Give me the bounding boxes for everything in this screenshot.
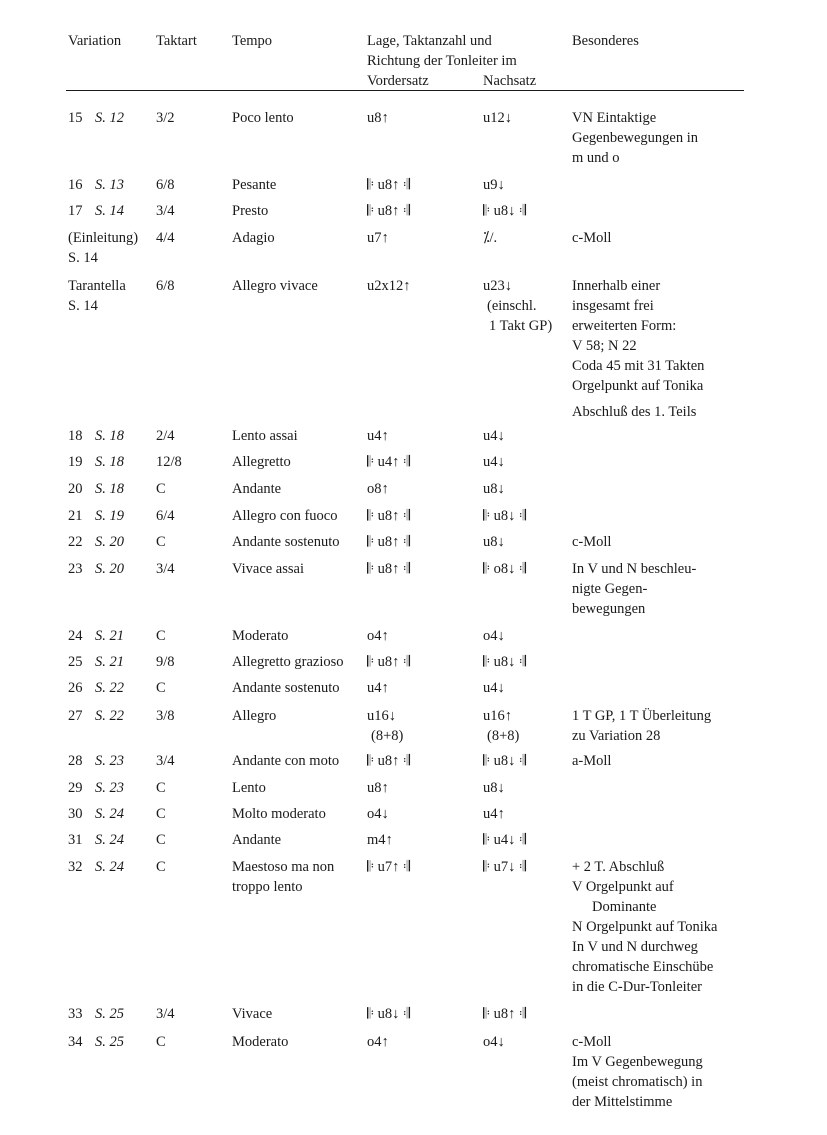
besonderes-line: + 2 T. Abschluß <box>572 859 665 875</box>
variation-number: 18 <box>68 428 83 444</box>
tempo-cell <box>232 479 281 499</box>
besonderes-line: V Orgelpunkt auf <box>572 879 674 895</box>
tempo-line: Maestoso ma non <box>232 859 335 875</box>
page-reference: S. 22 <box>95 708 124 724</box>
besonderes-line: a-Moll <box>572 753 612 769</box>
vordersatz-cell <box>367 652 410 672</box>
vordersatz-cell <box>367 479 389 499</box>
taktart-cell: 3/4 <box>156 1006 175 1022</box>
page-reference: S. 18 <box>95 428 124 444</box>
besonderes-line: c-Moll <box>572 1034 612 1050</box>
taktart-cell: 3/4 <box>156 561 175 577</box>
variation-cell <box>68 678 124 698</box>
variation-label-line: Tarantella <box>68 278 126 294</box>
taktart-cell: C <box>156 806 166 822</box>
tempo-cell <box>232 559 304 579</box>
vordersatz-cell <box>367 559 410 579</box>
besonderes-cell <box>572 857 717 997</box>
besonderes-line: Dominante <box>592 899 657 915</box>
tempo-cell <box>232 175 276 195</box>
tempo-cell <box>232 652 344 672</box>
besonderes-line: In V und N beschleu- <box>572 561 697 577</box>
variation-cell <box>68 228 138 268</box>
tempo-line: Andante sostenuto <box>232 680 340 696</box>
vordersatz-line: 𝄆 u8↓ 𝄇 <box>367 1006 411 1022</box>
vordersatz-line: 𝄆 u8↑ 𝄇 <box>367 534 411 550</box>
variation-cell <box>68 778 124 798</box>
page-reference: S. 18 <box>95 481 124 497</box>
nachsatz-line: 𝄆 o8↓ 𝄇 <box>483 561 527 577</box>
page-reference: S. 12 <box>95 110 124 126</box>
variation-cell <box>68 1032 124 1052</box>
nachsatz-cell <box>483 804 505 824</box>
variation-number: 23 <box>68 561 83 577</box>
nachsatz-line: 𝄆 u4↓ 𝄇 <box>483 832 527 848</box>
besonderes-line: V 58; N 22 <box>572 338 637 354</box>
tempo-cell <box>232 532 340 552</box>
vordersatz-cell <box>367 276 411 296</box>
tempo-line: Molto moderato <box>232 806 326 822</box>
taktart-cell: 4/4 <box>156 230 175 246</box>
besonderes-line: insgesamt frei <box>572 298 654 314</box>
nachsatz-cell <box>483 751 526 771</box>
nachsatz-line: 𝄆 u8↓ 𝄇 <box>483 508 527 524</box>
nachsatz-cell <box>483 678 505 698</box>
vordersatz-cell <box>367 751 410 771</box>
variation-number: 24 <box>68 628 83 644</box>
vordersatz-line: 𝄆 u8↑ 𝄇 <box>367 508 411 524</box>
vordersatz-line: u2x12↑ <box>367 278 411 294</box>
variation-number: 20 <box>68 481 83 497</box>
besonderes-line: m und o <box>572 150 620 166</box>
tempo-line: Pesante <box>232 177 277 193</box>
tempo-cell <box>232 778 266 798</box>
nachsatz-cell <box>483 652 526 672</box>
vordersatz-line: o8↑ <box>367 481 389 497</box>
tempo-line: Allegro <box>232 708 277 724</box>
tempo-cell <box>232 857 334 897</box>
vordersatz-cell <box>367 1004 410 1024</box>
nachsatz-line: ⁒/. <box>483 230 498 246</box>
tempo-cell <box>232 706 276 726</box>
header-taktart: Taktart <box>156 33 197 49</box>
page-reference: S. 13 <box>95 177 124 193</box>
tempo-line: Vivace <box>232 1006 273 1022</box>
variation-number: 19 <box>68 454 83 470</box>
tempo-line: Allegretto <box>232 454 291 470</box>
variation-cell <box>68 108 124 128</box>
nachsatz-cell <box>483 175 505 195</box>
tempo-line: Moderato <box>232 628 289 644</box>
variation-number: 16 <box>68 177 83 193</box>
vordersatz-line: 𝄆 u8↑ 𝄇 <box>367 654 411 670</box>
taktart-cell: C <box>156 1034 166 1050</box>
tempo-line: Lento assai <box>232 428 298 444</box>
variation-number: 26 <box>68 680 83 696</box>
besonderes-line: zu Variation 28 <box>572 728 661 744</box>
variation-number: 17 <box>68 203 83 219</box>
taktart-cell: 12/8 <box>156 454 182 470</box>
tempo-line: troppo lento <box>232 879 303 895</box>
nachsatz-line: u4↓ <box>483 680 505 696</box>
nachsatz-line: u4↓ <box>483 454 505 470</box>
nachsatz-cell <box>483 506 526 526</box>
page-reference: S. 24 <box>95 806 124 822</box>
nachsatz-line: u8↓ <box>483 780 505 796</box>
taktart-cell: C <box>156 859 166 875</box>
taktart-cell: C <box>156 481 166 497</box>
variation-number: 28 <box>68 753 83 769</box>
page-reference: S. 25 <box>95 1034 124 1050</box>
taktart-cell: 3/4 <box>156 203 175 219</box>
tempo-cell <box>232 276 318 296</box>
variation-number: 25 <box>68 654 83 670</box>
besonderes-line: Abschluß des 1. Teils <box>572 404 697 420</box>
tempo-cell <box>232 108 294 128</box>
besonderes-line: der Mittelstimme <box>572 1094 673 1110</box>
besonderes-line: Coda 45 mit 31 Takten <box>572 358 705 374</box>
variation-cell <box>68 201 124 221</box>
nachsatz-cell <box>483 426 505 446</box>
tempo-line: Andante <box>232 832 282 848</box>
nachsatz-line: u9↓ <box>483 177 505 193</box>
variation-label-line: S. 14 <box>68 298 98 314</box>
tempo-cell <box>232 1032 288 1052</box>
besonderes-cell <box>572 532 611 552</box>
tempo-line: Vivace assai <box>232 561 304 577</box>
vordersatz-line: u4↑ <box>367 428 389 444</box>
vordersatz-cell <box>367 857 410 877</box>
page-reference: S. 19 <box>95 508 124 524</box>
besonderes-line: c-Moll <box>572 534 612 550</box>
tempo-line: Allegretto grazioso <box>232 654 344 670</box>
taktart-cell: 2/4 <box>156 428 175 444</box>
nachsatz-line: 𝄆 u8↓ 𝄇 <box>483 753 527 769</box>
tempo-line: Poco lento <box>232 110 294 126</box>
vordersatz-cell <box>367 706 403 746</box>
besonderes-line: Gegenbewegungen in <box>572 130 699 146</box>
vordersatz-line: u8↑ <box>367 780 389 796</box>
taktart-cell: C <box>156 780 166 796</box>
taktart-cell: C <box>156 680 166 696</box>
tempo-cell <box>232 1004 272 1024</box>
vordersatz-line: 𝄆 u8↑ 𝄇 <box>367 753 411 769</box>
header-besonderes: Besonderes <box>572 33 639 49</box>
vordersatz-line: o4↑ <box>367 628 389 644</box>
variation-number: 27 <box>68 708 83 724</box>
vordersatz-line: (8+8) <box>371 728 404 744</box>
variation-cell <box>68 1004 124 1024</box>
vordersatz-cell <box>367 830 393 850</box>
variation-number: 22 <box>68 534 83 550</box>
nachsatz-cell <box>483 706 519 746</box>
taktart-cell: C <box>156 534 166 550</box>
besonderes-line: (meist chromatisch) in <box>572 1074 703 1090</box>
besonderes-line: Im V Gegenbewegung <box>572 1054 703 1070</box>
vordersatz-cell <box>367 201 410 221</box>
vordersatz-line: u8↑ <box>367 110 389 126</box>
nachsatz-cell <box>483 778 505 798</box>
nachsatz-cell <box>483 1032 505 1052</box>
tempo-line: Allegro con fuoco <box>232 508 338 524</box>
variation-cell <box>68 276 126 316</box>
taktart-cell: 6/8 <box>156 177 175 193</box>
besonderes-line: nigte Gegen- <box>572 581 648 597</box>
variation-number: 29 <box>68 780 83 796</box>
besonderes-line: In V und N durchweg <box>572 939 698 955</box>
nachsatz-line: 1 Takt GP) <box>489 318 553 334</box>
tempo-line: Allegro vivace <box>232 278 318 294</box>
page-reference: S. 20 <box>95 534 124 550</box>
besonderes-line: bewegungen <box>572 601 646 617</box>
nachsatz-line: u8↓ <box>483 481 505 497</box>
besonderes-line: N Orgelpunkt auf Tonika <box>572 919 718 935</box>
besonderes-cell <box>572 1032 703 1112</box>
variation-number: 21 <box>68 508 83 524</box>
besonderes-cell <box>572 228 611 248</box>
nachsatz-line: 𝄆 u8↓ 𝄇 <box>483 203 527 219</box>
variation-cell <box>68 830 124 850</box>
page-reference: S. 14 <box>95 203 124 219</box>
header-tempo: Tempo <box>232 33 273 49</box>
taktart-cell: 6/4 <box>156 508 175 524</box>
vordersatz-line: 𝄆 u4↑ 𝄇 <box>367 454 411 470</box>
header-nachsatz: Nachsatz <box>483 73 537 89</box>
vordersatz-cell <box>367 175 410 195</box>
vordersatz-cell <box>367 778 389 798</box>
vordersatz-cell <box>367 228 389 248</box>
header-vordersatz: Vordersatz <box>367 73 429 89</box>
tempo-cell <box>232 426 298 446</box>
page-reference: S. 23 <box>95 753 124 769</box>
besonderes-line: in die C-Dur-Tonleiter <box>572 979 702 995</box>
besonderes-cell <box>572 559 696 619</box>
page-reference: S. 21 <box>95 654 124 670</box>
taktart-cell: 3/8 <box>156 708 175 724</box>
header-lage-line1: Lage, Taktanzahl und <box>367 33 492 49</box>
nachsatz-line: u12↓ <box>483 110 512 126</box>
tempo-line: Presto <box>232 203 269 219</box>
variation-cell <box>68 857 124 877</box>
nachsatz-line: u4↓ <box>483 428 505 444</box>
taktart-cell: 3/4 <box>156 753 175 769</box>
besonderes-cell <box>572 108 698 168</box>
tempo-cell <box>232 201 268 221</box>
variation-cell <box>68 532 124 552</box>
variation-number: 32 <box>68 859 83 875</box>
tempo-cell <box>232 804 326 824</box>
vordersatz-cell <box>367 804 389 824</box>
tempo-line: Andante con moto <box>232 753 340 769</box>
nachsatz-cell <box>483 1004 526 1024</box>
nachsatz-line: 𝄆 u8↓ 𝄇 <box>483 654 527 670</box>
tempo-cell <box>232 228 275 248</box>
nachsatz-line: 𝄆 u7↓ 𝄇 <box>483 859 527 875</box>
tempo-cell <box>232 506 338 526</box>
page-reference: S. 24 <box>95 859 124 875</box>
besonderes-line: c-Moll <box>572 230 612 246</box>
variation-cell <box>68 804 124 824</box>
variation-number: 33 <box>68 1006 83 1022</box>
nachsatz-line: 𝄆 u8↑ 𝄇 <box>483 1006 527 1022</box>
header-variation: Variation <box>68 33 122 49</box>
tempo-cell <box>232 830 281 850</box>
page-reference: S. 20 <box>95 561 124 577</box>
vordersatz-cell <box>367 532 410 552</box>
variation-label-line: (Einleitung) <box>68 230 139 246</box>
vordersatz-cell <box>367 678 389 698</box>
variation-number: 30 <box>68 806 83 822</box>
taktart-cell: C <box>156 628 166 644</box>
tempo-line: Andante <box>232 481 282 497</box>
page-reference: S. 18 <box>95 454 124 470</box>
tempo-line: Adagio <box>232 230 275 246</box>
tempo-cell <box>232 452 291 472</box>
page-reference: S. 25 <box>95 1006 124 1022</box>
nachsatz-line: o4↓ <box>483 628 505 644</box>
besonderes-cell <box>572 276 704 422</box>
taktart-cell: C <box>156 832 166 848</box>
vordersatz-cell <box>367 426 389 446</box>
variation-label-line: S. 14 <box>68 250 98 266</box>
vordersatz-cell <box>367 1032 389 1052</box>
nachsatz-cell <box>483 830 526 850</box>
tempo-cell <box>232 751 339 771</box>
nachsatz-line: u4↑ <box>483 806 505 822</box>
vordersatz-line: 𝄆 u8↑ 𝄇 <box>367 203 411 219</box>
nachsatz-cell <box>483 276 552 336</box>
nachsatz-cell <box>483 532 505 552</box>
besonderes-line: chromatische Einschübe <box>572 959 714 975</box>
nachsatz-cell <box>483 108 512 128</box>
vordersatz-line: o4↑ <box>367 1034 389 1050</box>
tempo-cell <box>232 626 288 646</box>
variation-cell <box>68 426 124 446</box>
nachsatz-line: u8↓ <box>483 534 505 550</box>
nachsatz-cell <box>483 452 505 472</box>
vordersatz-cell <box>367 452 410 472</box>
taktart-cell: 3/2 <box>156 110 175 126</box>
variation-cell <box>68 559 124 579</box>
header-lage-line2: Richtung der Tonleiter im <box>367 53 517 69</box>
besonderes-line: erweiterten Form: <box>572 318 677 334</box>
besonderes-line: VN Eintaktige <box>572 110 657 126</box>
nachsatz-line: u16↑ <box>483 708 512 724</box>
variation-cell <box>68 452 124 472</box>
nachsatz-line: (einschl. <box>487 298 537 314</box>
vordersatz-line: 𝄆 u8↑ 𝄇 <box>367 561 411 577</box>
besonderes-line: Orgelpunkt auf Tonika <box>572 378 704 394</box>
besonderes-cell <box>572 751 611 771</box>
besonderes-line: Innerhalb einer <box>572 278 661 294</box>
variation-cell <box>68 706 124 726</box>
nachsatz-line: (8+8) <box>487 728 520 744</box>
vordersatz-line: u16↓ <box>367 708 396 724</box>
tempo-line: Moderato <box>232 1034 289 1050</box>
besonderes-line: 1 T GP, 1 T Überleitung <box>572 708 712 724</box>
variation-number: 31 <box>68 832 83 848</box>
vordersatz-line: 𝄆 u7↑ 𝄇 <box>367 859 411 875</box>
header-lage <box>367 31 567 91</box>
vordersatz-line: u4↑ <box>367 680 389 696</box>
page-reference: S. 21 <box>95 628 124 644</box>
variation-cell <box>68 175 124 195</box>
besonderes-cell <box>572 706 711 746</box>
taktart-cell: 6/8 <box>156 278 175 294</box>
variation-cell <box>68 751 124 771</box>
tempo-line: Lento <box>232 780 266 796</box>
variation-cell <box>68 626 124 646</box>
nachsatz-cell <box>483 626 505 646</box>
vordersatz-line: u7↑ <box>367 230 389 246</box>
vordersatz-cell <box>367 626 389 646</box>
page-reference: S. 22 <box>95 680 124 696</box>
variation-cell <box>68 652 124 672</box>
nachsatz-line: u23↓ <box>483 278 512 294</box>
page-reference: S. 24 <box>95 832 124 848</box>
nachsatz-cell <box>483 479 505 499</box>
nachsatz-cell <box>483 857 526 877</box>
nachsatz-line: o4↓ <box>483 1034 505 1050</box>
vordersatz-line: 𝄆 u8↑ 𝄇 <box>367 177 411 193</box>
page-reference: S. 23 <box>95 780 124 796</box>
variation-number: 15 <box>68 110 83 126</box>
variation-cell <box>68 479 124 499</box>
vordersatz-line: o4↓ <box>367 806 389 822</box>
taktart-cell: 9/8 <box>156 654 175 670</box>
tempo-cell <box>232 678 340 698</box>
tempo-line: Andante sostenuto <box>232 534 340 550</box>
nachsatz-cell <box>483 228 497 248</box>
vordersatz-cell <box>367 506 410 526</box>
variation-cell <box>68 506 124 526</box>
header-rule <box>66 90 744 91</box>
vordersatz-line: m4↑ <box>367 832 393 848</box>
vordersatz-cell <box>367 108 389 128</box>
variation-number: 34 <box>68 1034 83 1050</box>
nachsatz-cell <box>483 559 526 579</box>
nachsatz-cell <box>483 201 526 221</box>
